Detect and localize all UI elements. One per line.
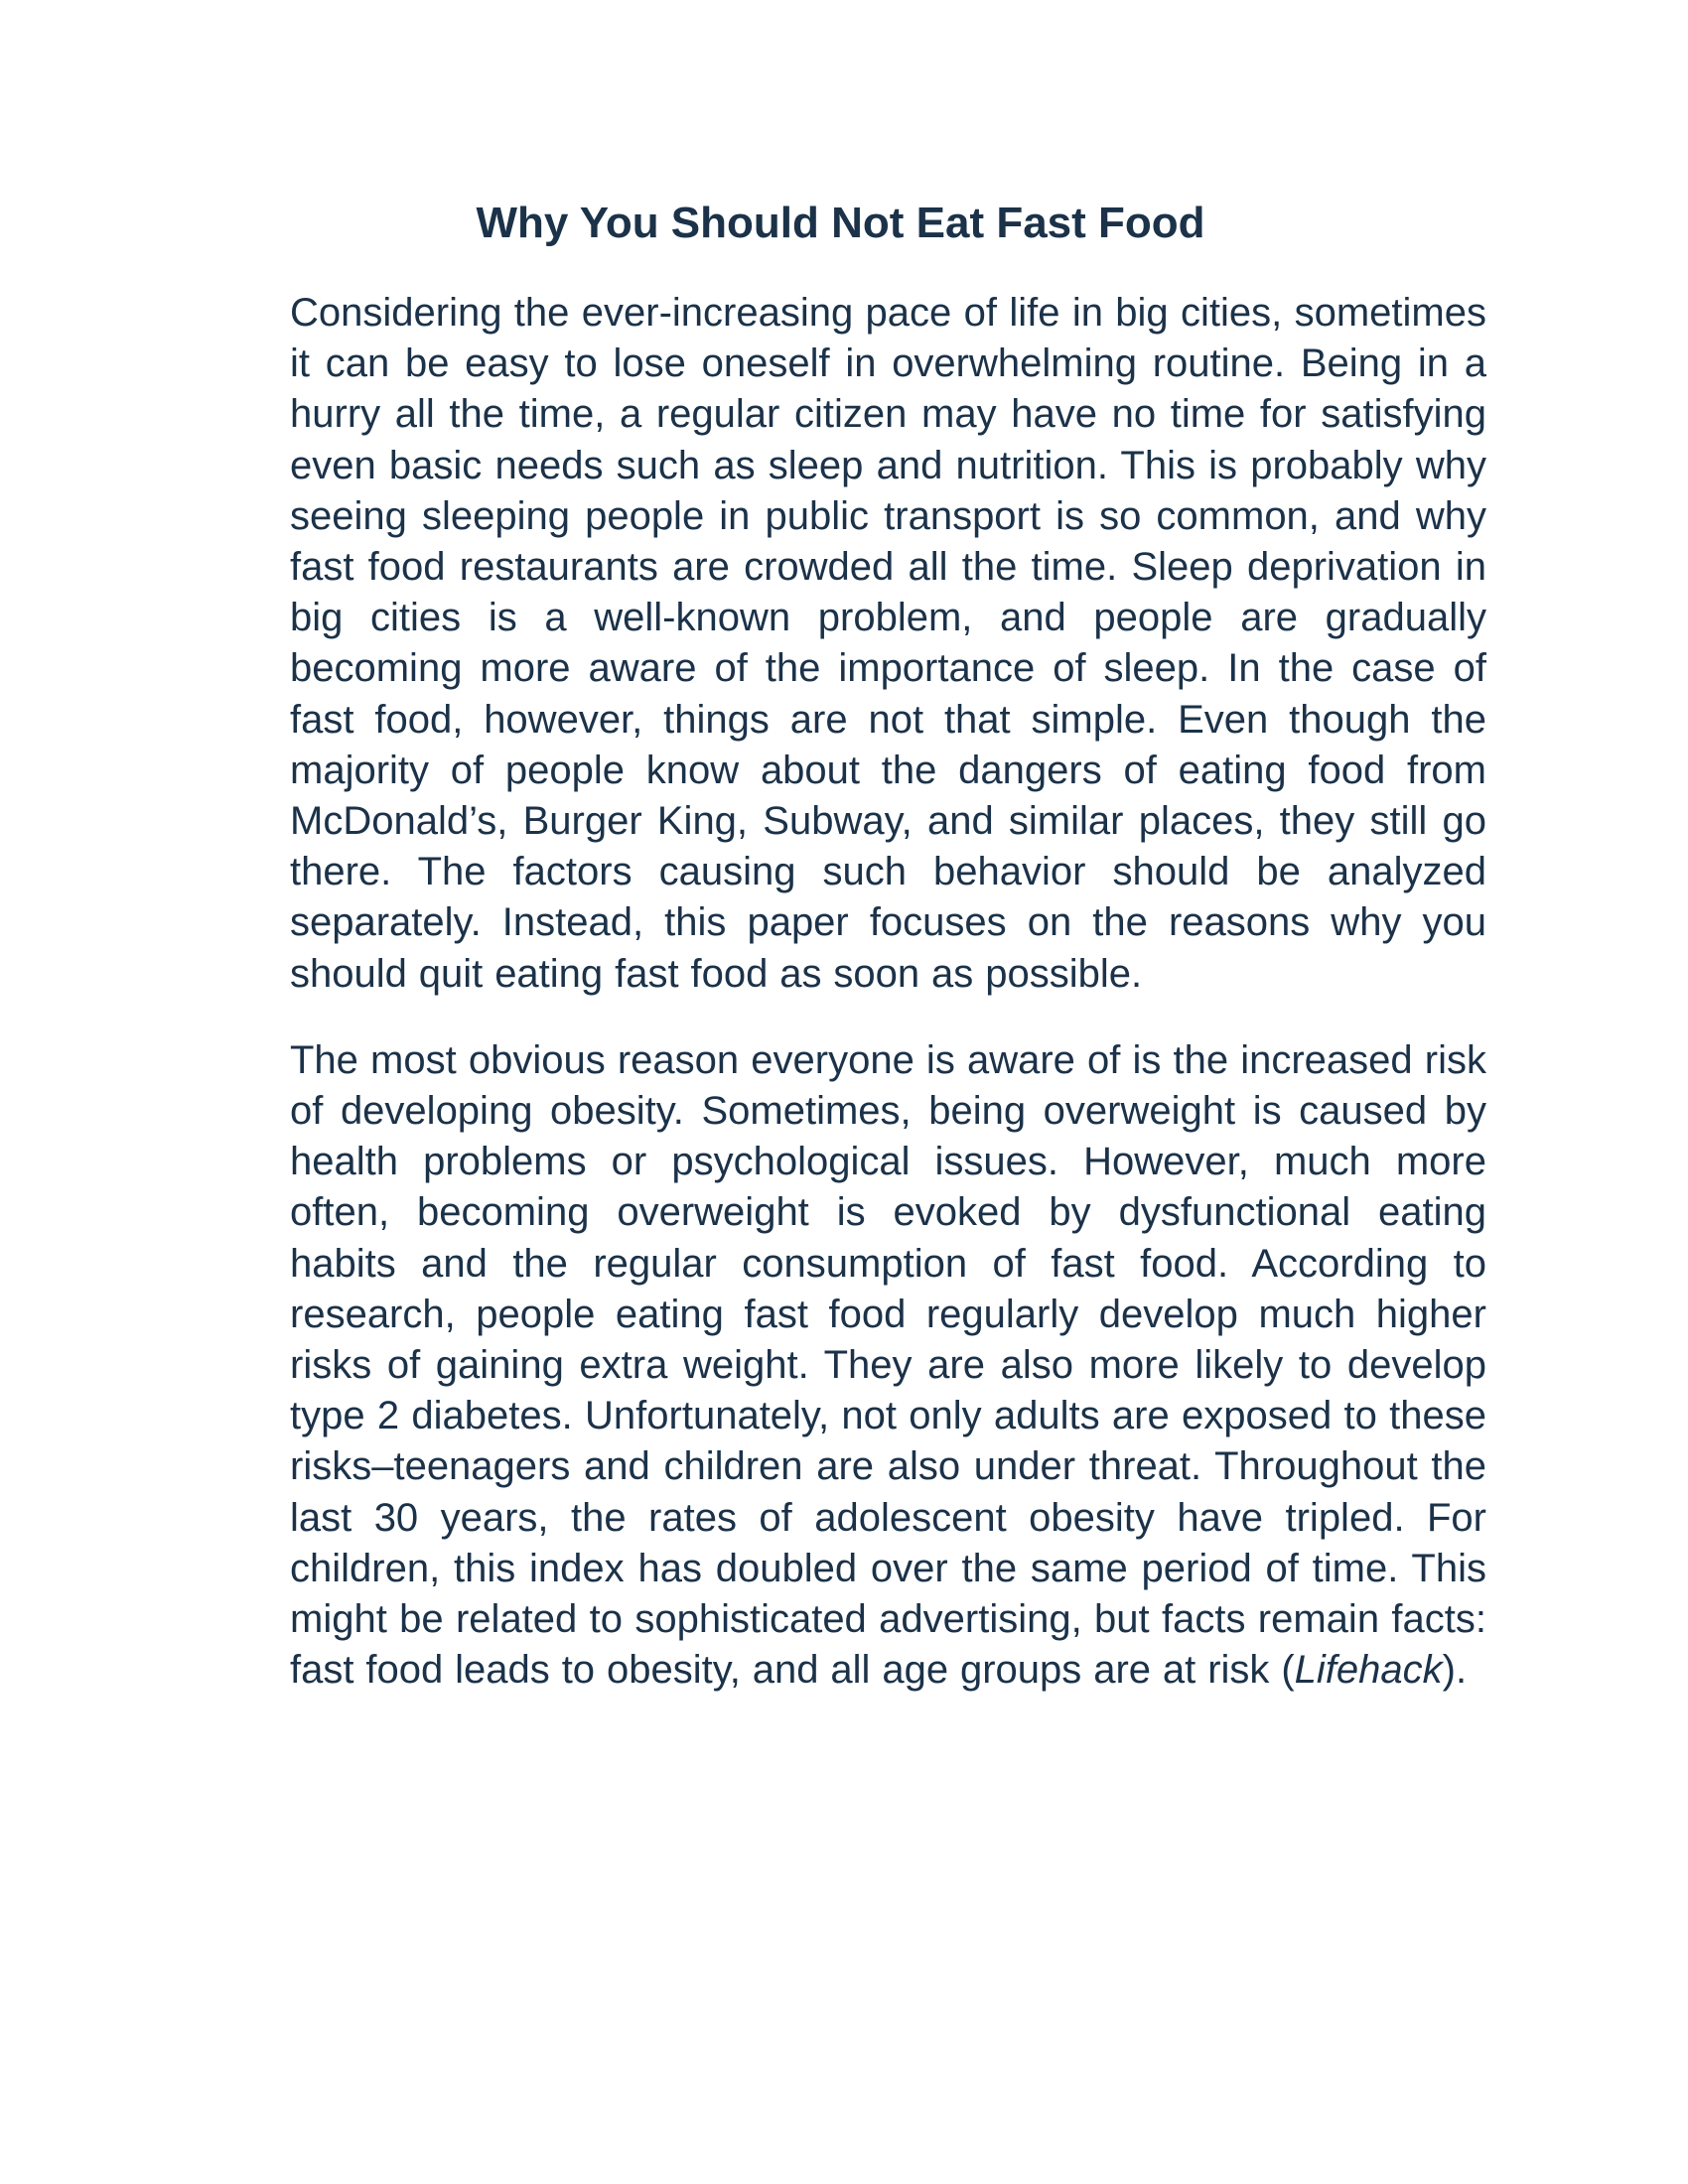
paragraph-obesity <box>290 1035 1486 1697</box>
paragraph-intro: Considering the ever-increasing pace of life in big cities, sometimes it can be easy to lose oneself in overwhelming routine. Being in a hurry all the time, a regular citizen may have no time for satisfying even basic needs such as sleep and nutrition. This is probably why seeing sleeping people in public transport is so common, and why fast food restaurants are crowded all the time. Sleep deprivation in big cities is a well-known problem, and people are gradually becoming more aware of the importance of sleep. In the case of fast food, however, things are not that simple. Even though the majority of people know about the dangers of eating food from McDonald’s, Burger King, Subway, and similar places, they still go there. The factors causing such behavior should be analyzed separately. Instead, this paper focuses on the reasons why you should quit eating fast food as soon as possible. <box>290 291 1486 996</box>
paragraph-obesity-text: The most obvious reason everyone is aware of is the increased risk of developing obesity. Sometimes, being overweight is caused by health problems or psychological issues. However, much more often, becoming overweight is evoked by dysfunctional eating habits and the regular consumption of fast food. According to research, people eating fast food regularly develop much higher risks of gaining extra weight. They are also more likely to develop type 2 diabetes. Unfortunately, not only adults are exposed to these risks–teenagers and children are also under threat. Throughout the last 30 years, the rates of adolescent obesity have tripled. For children, this index has doubled over the same period of time. This might be related to sophisticated advertising, but facts remain facts: fast food leads to obesity, and all age groups are at risk ( <box>290 1037 1486 1693</box>
citation-lifehack: Lifehack <box>1294 1648 1443 1693</box>
paragraph-obesity-suffix: ). <box>1442 1648 1468 1693</box>
document-content <box>290 198 1486 1696</box>
essay-title: Why You Should Not Eat Fast Food <box>476 199 1205 247</box>
